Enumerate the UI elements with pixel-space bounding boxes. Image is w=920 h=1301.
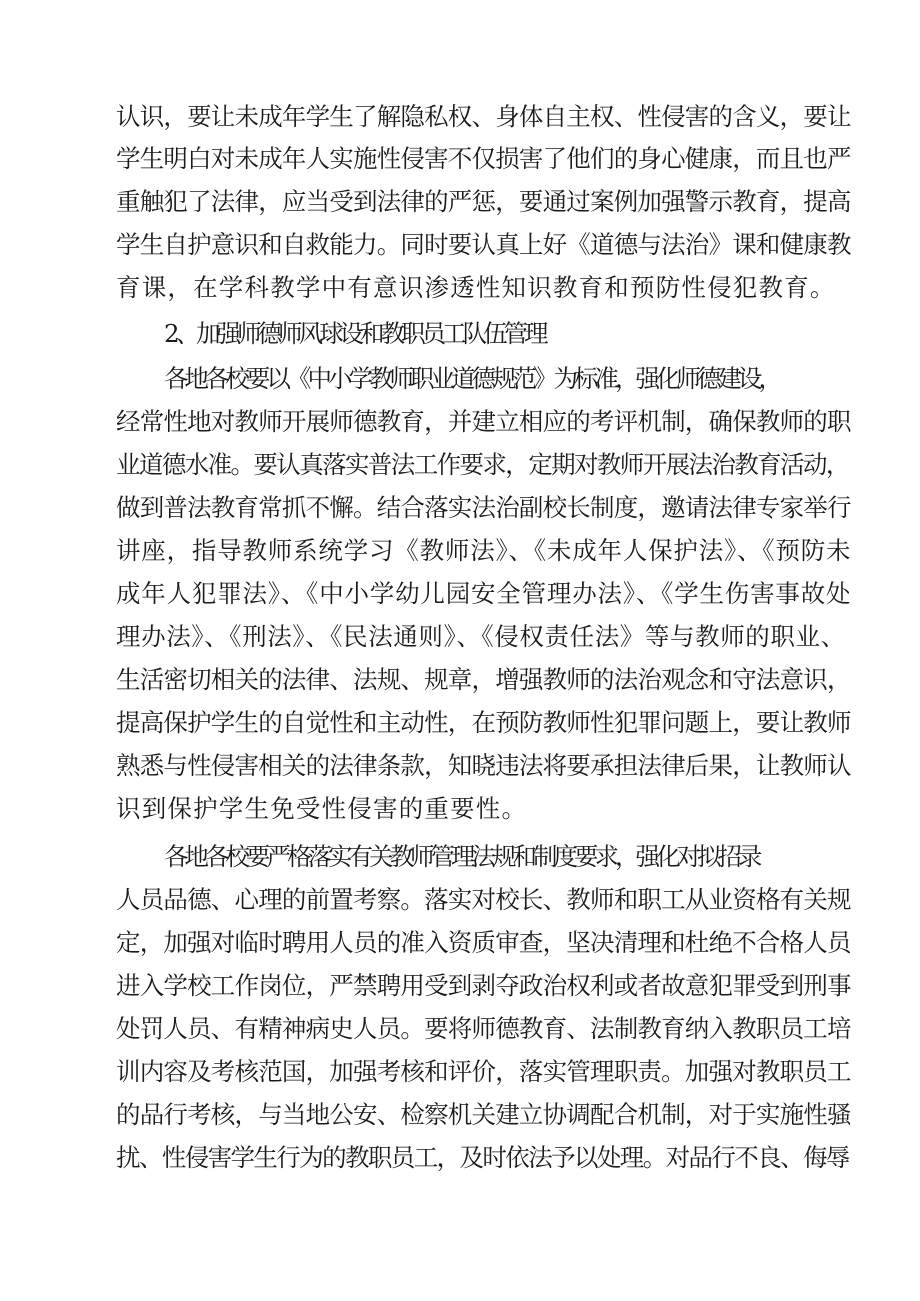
text-line: 人员品德、心理的前置考察。落实对校长、教师和职工从业资格有关规: [116, 885, 851, 914]
text-line: 经常性地对教师开展师德教育，并建立相应的考评机制，确保教师的职: [116, 407, 851, 436]
text-line: 熟悉与性侵害相关的法律条款，知晓违法将要承担法律后果，让教师认: [116, 751, 851, 780]
text-line: 理办法》、《刑法》、《民法通则》、《侵权责任法》等与教师的职业、: [116, 622, 846, 651]
text-line: 进入学校工作岗位，严禁聘用受到剥夺政治权利或者故意犯罪受到刑事: [116, 971, 851, 1000]
text-line: 讲座，指导教师系统学习《教师法》、《未成年人保护法》、《预防未: [116, 536, 852, 565]
text-line: 认识，要让未成年学生了解隐私权、身体自主权、性侵害的含义，要让: [116, 102, 851, 131]
text-line: 识到保护学生免受性侵害的重要性。: [116, 794, 528, 823]
text-line: 各地各校要严格落实有关教师管理法规和制度要求，强化对拟招录: [164, 842, 759, 871]
text-line: 提高保护学生的自觉性和主动性，在预防教师性犯罪问题上，要让教师: [116, 708, 851, 737]
text-line: 处罚人员、有精神病史人员。要将师德教育、法制教育纳入教职员工培: [116, 1014, 851, 1043]
text-line: 各地各校要以《中小学教师职业道德规范》为标准，强化师德建设，: [164, 364, 779, 393]
text-line: 业道德水准。要认真落实普法工作要求，定期对教师开展法治教育活动，: [116, 450, 849, 479]
text-line: 训内容及考核范国，加强考核和评价，落实管理职责。加强对教职员工: [116, 1057, 851, 1086]
text-line: 定，加强对临时聘用人员的准入资质审查，坚决清理和杜绝不合格人员: [116, 928, 851, 957]
text-line: 育课，在学科教学中有意识渗透性知识教育和预防性侵犯教育。: [116, 273, 836, 302]
text-line: 生活密切相关的法律、法规、规章，增强教师的法治观念和守法意识，: [116, 665, 851, 694]
text-line: 扰、性侵害学生行为的教职员工，及时依法予以处理。对品行不良、侮辱: [116, 1143, 849, 1172]
text-line: 做到普法教育常抓不懈。结合落实法治副校长制度，邀请法律专家举行: [116, 493, 851, 522]
text-line: 学生明白对未成年人实施性侵害不仅损害了他们的身心健康，而且也严: [116, 144, 851, 173]
section-heading: 2、加强师德师风球设和教职员工队伍管理: [164, 319, 545, 348]
text-line: 成年人犯罪法》、《中小学幼儿园安全管理办法》、《学生伤害事故处: [116, 579, 852, 608]
text-line: 重触犯了法律，应当受到法律的严惩，要通过案例加强警示教育，提高: [116, 187, 851, 216]
text-line: 学生自护意识和自救能力。同时要认真上好《道德与法治》课和健康教: [116, 230, 851, 259]
text-line: 的品行考核，与当地公安、检察机关建立协调配合机制，对于实施性骚: [116, 1100, 851, 1129]
